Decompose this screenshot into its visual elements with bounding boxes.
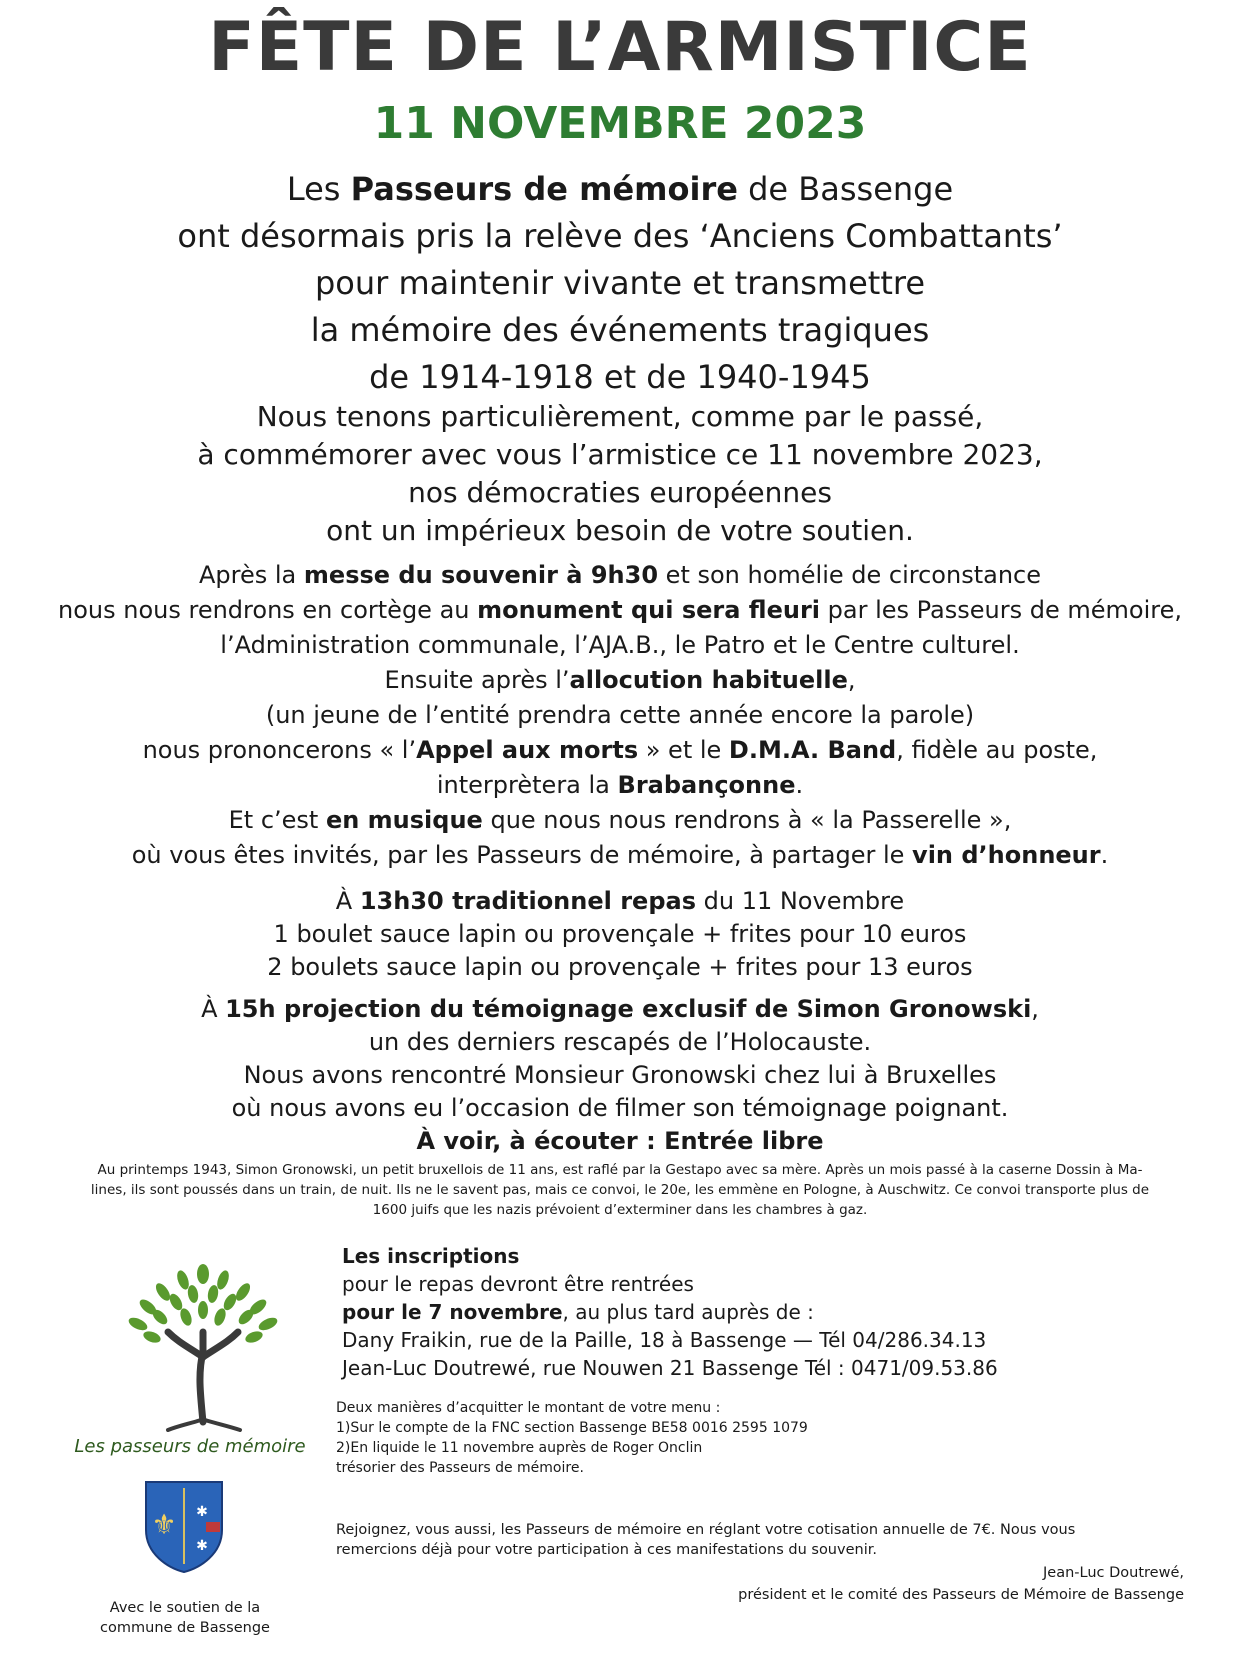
text-bold: allocution habituelle	[569, 666, 848, 694]
text: du 11 Novembre	[695, 887, 905, 915]
text: .	[1100, 841, 1109, 869]
text: Ensuite après l’	[384, 666, 570, 694]
event-date: 11 NOVEMBRE 2023	[373, 98, 867, 149]
projection-line-4: où nous avons eu l’occasion de filmer son témoignage poignant.	[231, 1094, 1009, 1122]
intro-line-2: ont désormais pris la relève des ‘Anciens Combattants’	[177, 217, 1063, 255]
text-bold: monument qui sera fleuri	[477, 596, 821, 624]
meal-line-3: 2 boulets sauce lapin ou provençale + frites pour 13 euros	[267, 953, 973, 981]
registration-line-2	[342, 1298, 998, 1326]
svg-text:✱: ✱	[196, 1504, 208, 1520]
registration-heading: Les inscriptions	[342, 1244, 520, 1268]
text: À	[335, 887, 360, 915]
commemoration-paragraph	[0, 398, 1240, 550]
text-bold: Brabançonne	[617, 771, 796, 799]
text-bold: vin d’honneur	[912, 841, 1101, 869]
text: ,	[847, 666, 856, 694]
membership-note	[336, 1520, 1186, 1560]
program-line-2	[0, 593, 1240, 628]
meal-line-1	[0, 885, 1240, 918]
program-line-8	[0, 803, 1240, 838]
program-line-3: l’Administration communale, l’AJA.B., le Patro et le Centre culturel.	[220, 631, 1020, 659]
intro-line-1	[0, 166, 1240, 213]
commemoration-line-1: Nous tenons particulièrement, comme par le passé,	[256, 400, 984, 433]
commemoration-line-2: à commémorer avec vous l’armistice ce 11 novembre 2023,	[197, 438, 1043, 471]
payment-section	[336, 1398, 808, 1478]
text-bold: 15h projection du témoignage exclusif de Simon Gronowski	[225, 995, 1032, 1023]
registration-contact-2: Jean-Luc Doutrewé, rue Nouwen 21 Bassenge Tél : 0471/09.53.86	[342, 1356, 998, 1380]
projection-paragraph	[0, 993, 1240, 1158]
program-line-9	[0, 838, 1240, 873]
svg-text:✱: ✱	[196, 1538, 208, 1554]
text-bold: messe du souvenir à 9h30	[303, 561, 659, 589]
intro-paragraph	[0, 166, 1240, 401]
program-line-6	[0, 733, 1240, 768]
text: que nous nous rendrons à « la Passerelle »,	[482, 806, 1012, 834]
text: par les Passeurs de mémoire,	[820, 596, 1182, 624]
tree-logo-icon	[108, 1262, 298, 1432]
text: Et c’est	[228, 806, 326, 834]
page-title: FÊTE DE L’ARMISTICE	[208, 8, 1032, 87]
intro-line-4: la mémoire des événements tragiques	[310, 311, 930, 349]
text: Après la	[199, 561, 304, 589]
text: .	[795, 771, 804, 799]
text: , au plus tard auprès de :	[562, 1300, 814, 1324]
intro-line-5: de 1914-1918 et de 1940-1945	[369, 358, 871, 396]
text-bold: Appel aux morts	[416, 736, 639, 764]
text: , fidèle au poste,	[896, 736, 1098, 764]
projection-line-1	[0, 993, 1240, 1026]
payment-line-1: Deux manières d’acquitter le montant de votre menu :	[336, 1400, 721, 1416]
program-line-1	[0, 558, 1240, 593]
commemoration-line-4: ont un impérieux besoin de votre soutien.	[326, 514, 914, 547]
logo-caption: Les passeurs de mémoire	[74, 1436, 306, 1457]
program-paragraph	[0, 558, 1240, 873]
support-line-1: Avec le soutien de la	[109, 1600, 261, 1616]
text-bold: pour le 7 novembre	[342, 1300, 563, 1324]
text-bold: D.M.A. Band	[728, 736, 897, 764]
membership-line-2: remercions déjà pour votre participation à ces manifestations du souvenir.	[336, 1542, 877, 1558]
signature	[738, 1562, 1184, 1606]
text: nous prononcerons « l’	[142, 736, 417, 764]
projection-line-5: À voir, à écouter : Entrée libre	[416, 1127, 824, 1155]
meal-line-2: 1 boulet sauce lapin ou provençale + frites pour 10 euros	[273, 920, 967, 948]
commune-coat-of-arms-icon	[140, 1478, 228, 1574]
text: interprètera la	[436, 771, 618, 799]
text: Les	[286, 170, 351, 208]
payment-line-2: 1)Sur le compte de la FNC section Bassenge BE58 0016 2595 1079	[336, 1420, 808, 1436]
support-line-2: commune de Bassenge	[100, 1620, 270, 1636]
signature-role: président et le comité des Passeurs de Mémoire de Bassenge	[738, 1587, 1184, 1603]
svg-text:⚜: ⚜	[151, 1508, 177, 1541]
text: de Bassenge	[737, 170, 954, 208]
note-line-2: lines, ils sont poussés dans un train, de nuit. Ils ne le savent pas, mais ce convoi, le 20e, les emmène en Pologne, à Auschwitz. Ce convoi transporte plus de	[90, 1182, 1150, 1198]
program-line-5: (un jeune de l’entité prendra cette année encore la parole)	[265, 701, 975, 729]
note-line-3: 1600 juifs que les nazis prévoient d’exterminer dans les chambres à gaz.	[372, 1202, 868, 1218]
meal-paragraph	[0, 885, 1240, 984]
commemoration-line-3: nos démocraties européennes	[408, 476, 832, 509]
signature-name: Jean-Luc Doutrewé,	[1043, 1565, 1184, 1581]
text: où vous êtes invités, par les Passeurs de mémoire, à partager le	[131, 841, 913, 869]
registration-line-1: pour le repas devront être rentrées	[342, 1272, 694, 1296]
payment-line-3: 2)En liquide le 11 novembre auprès de Roger Onclin	[336, 1440, 703, 1456]
payment-line-4: trésorier des Passeurs de mémoire.	[336, 1460, 584, 1476]
program-line-7	[0, 768, 1240, 803]
text-bold: en musique	[325, 806, 483, 834]
text-bold: 13h30 traditionnel repas	[359, 887, 696, 915]
historical-note	[90, 1160, 1150, 1220]
note-line-1: Au printemps 1943, Simon Gronowski, un petit bruxellois de 11 ans, est raflé par la Gestapo avec sa mère. Après un mois passé à la caserne Dossin à Ma-	[97, 1162, 1143, 1178]
membership-line-1: Rejoignez, vous aussi, les Passeurs de mémoire en réglant votre cotisation annuelle de 7€. Nous vous	[336, 1522, 1076, 1538]
text: ,	[1031, 995, 1039, 1023]
registration-contact-1: Dany Fraikin, rue de la Paille, 18 à Bassenge — Tél 04/286.34.13	[342, 1328, 987, 1352]
program-line-4	[0, 663, 1240, 698]
projection-line-3: Nous avons rencontré Monsieur Gronowski chez lui à Bruxelles	[243, 1061, 997, 1089]
text: nous nous rendrons en cortège au	[58, 596, 478, 624]
commune-support	[60, 1598, 310, 1638]
text: et son homélie de circonstance	[658, 561, 1041, 589]
projection-line-2: un des derniers rescapés de l’Holocauste.	[368, 1028, 872, 1056]
text: À	[201, 995, 226, 1023]
registration-section	[342, 1242, 998, 1382]
text-bold: Passeurs de mémoire	[350, 170, 738, 208]
text: » et le	[638, 736, 729, 764]
intro-line-3: pour maintenir vivante et transmettre	[314, 264, 925, 302]
